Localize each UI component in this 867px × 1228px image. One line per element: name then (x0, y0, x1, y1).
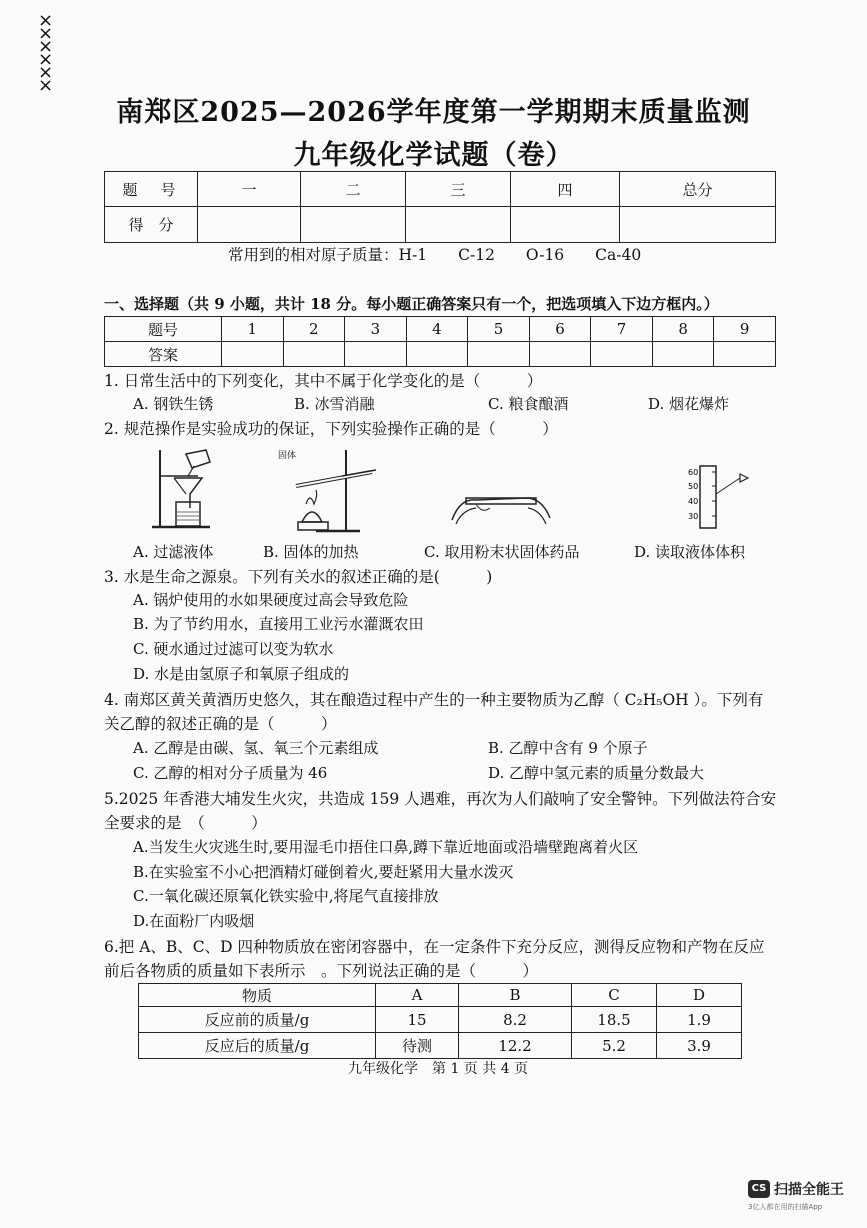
q1-option-a: A. 钢铁生锈 (133, 395, 214, 413)
answer-table-label: 题号 (105, 317, 222, 342)
answer-num: 2 (283, 317, 345, 342)
mass-table-cell: 反应后的质量/g (139, 1033, 376, 1059)
score-col: 四 (511, 172, 620, 207)
scanner-tagline: 3亿人都在用的扫描App (748, 1203, 823, 1211)
q1-option-b: B. 冰雪消融 (294, 395, 375, 413)
answer-table-label: 答案 (105, 342, 222, 367)
fig-b-label: 固体 (278, 451, 297, 461)
mass-table-cell: 8.2 (459, 1007, 572, 1033)
score-cell[interactable] (406, 207, 511, 243)
cyl-tick-30: 30 (688, 512, 699, 521)
powder-figure (446, 480, 556, 532)
q2-option-a: A. 过滤液体 (133, 543, 214, 561)
q4-option-c: C. 乙醇的相对分子质量为 46 (133, 764, 328, 782)
score-col: 二 (301, 172, 406, 207)
q6-stem-line1: 6.把 A、B、C、D 四种物质放在密闭容器中，在一定条件下充分反应，测得反应物和产物在反应 (104, 938, 765, 956)
cyl-tick-60: 60 (688, 468, 699, 477)
answer-num: 6 (529, 317, 591, 342)
mass-table-cell: 12.2 (459, 1033, 572, 1059)
q3-option-c: C. 硬水通过过滤可以变为软水 (133, 640, 334, 658)
score-table-header: 得 分 (105, 207, 198, 243)
answer-num: 8 (652, 317, 714, 342)
score-cell[interactable] (198, 207, 301, 243)
answer-cell[interactable] (652, 342, 714, 367)
exam-title: 南郑区2025—2026学年度第一学期期末质量监测 (116, 97, 751, 128)
cyl-tick-40: 40 (688, 497, 699, 506)
cylinder-figure (682, 464, 752, 530)
mass-table-header: A (376, 984, 459, 1007)
answer-cell[interactable] (468, 342, 530, 367)
filtration-figure (150, 446, 220, 532)
q4-option-a: A. 乙醇是由碳、氢、氧三个元素组成 (133, 739, 379, 757)
answer-cell[interactable] (406, 342, 468, 367)
scanner-watermark (748, 1179, 844, 1212)
q5-option-d: D.在面粉厂内吸烟 (133, 912, 255, 930)
answer-cell[interactable] (591, 342, 653, 367)
q1-stem: 1. 日常生活中的下列变化，其中不属于化学变化的是（ ） (104, 372, 543, 390)
answer-num: 9 (714, 317, 776, 342)
page-footer: 九年级化学 第 1 页 共 4 页 (348, 1061, 529, 1077)
q3-stem: 3. 水是生命之源泉。下列有关水的叙述正确的是( ) (104, 568, 493, 586)
answer-cell[interactable] (529, 342, 591, 367)
mass-table-header: C (572, 984, 657, 1007)
mass-table-cell: 反应前的质量/g (139, 1007, 376, 1033)
q3-option-d: D. 水是由氢原子和氧原子组成的 (133, 665, 350, 683)
q4-stem-line2: 关乙醇的叙述正确的是（ ） (104, 715, 337, 733)
q1-option-c: C. 粮食酿酒 (488, 395, 569, 413)
q4-option-d: D. 乙醇中氢元素的质量分数最大 (488, 764, 705, 782)
heating-figure (276, 446, 386, 536)
q1-option-d: D. 烟花爆炸 (648, 395, 730, 413)
q3-option-a: A. 锅炉使用的水如果硬度过高会导致危险 (133, 591, 409, 609)
mass-table-cell: 5.2 (572, 1033, 657, 1059)
binding-marks: ×××××× (38, 10, 54, 96)
q2-stem: 2. 规范操作是实验成功的保证，下列实验操作正确的是（ ） (104, 420, 558, 438)
mass-table-header: 物质 (139, 984, 376, 1007)
q2-option-d: D. 读取液体体积 (634, 543, 746, 561)
q5-stem-line1: 5.2025 年香港大埔发生火灾，共造成 159 人遇难，再次为人们敲响了安全警钟。下列做法符合安 (104, 790, 777, 808)
score-col: 总分 (620, 172, 776, 207)
answer-num: 5 (468, 317, 530, 342)
mass-table-cell: 待测 (376, 1033, 459, 1059)
mass-table-cell: 18.5 (572, 1007, 657, 1033)
score-cell[interactable] (301, 207, 406, 243)
q2-option-b: B. 固体的加热 (263, 543, 359, 561)
mass-table-cell: 15 (376, 1007, 459, 1033)
mass-table-cell: 3.9 (657, 1033, 742, 1059)
answer-cell[interactable] (222, 342, 284, 367)
score-table-header: 题 号 (105, 172, 198, 207)
score-cell[interactable] (511, 207, 620, 243)
q5-stem-line2: 全要求的是 （ ） (104, 814, 267, 832)
mass-table-header: B (459, 984, 572, 1007)
scanner-logo-icon: CS (748, 1180, 770, 1198)
score-table (104, 171, 776, 243)
answer-num: 1 (222, 317, 284, 342)
q5-option-c: C.一氧化碳还原氧化铁实验中,将尾气直接排放 (133, 887, 439, 905)
answer-cell[interactable] (283, 342, 345, 367)
section1-header: 一、选择题（共 9 小题，共计 18 分。每小题正确答案只有一个，把选项填入下边方框内。） (104, 295, 719, 313)
q5-option-b: B.在实验室不小心把酒精灯碰倒着火,要赶紧用大量水泼灭 (133, 863, 514, 881)
q5-option-a: A.当发生火灾逃生时,要用湿毛巾捂住口鼻,蹲下靠近地面或沿墙壁跑离着火区 (133, 838, 639, 856)
score-col: 三 (406, 172, 511, 207)
q6-stem-line2: 前后各物质的质量如下表所示 。下列说法正确的是（ ） (104, 962, 539, 980)
answer-cell[interactable] (714, 342, 776, 367)
atomic-mass-line: 常用到的相对原子质量：H-1 C-12 O-16 Ca-40 (228, 246, 642, 264)
mass-table-header: D (657, 984, 742, 1007)
mass-table (138, 983, 742, 1059)
scanner-name: 扫描全能王 (774, 1182, 844, 1198)
q4-stem-line1: 4. 南郑区黄关黄酒历史悠久，其在酿造过程中产生的一种主要物质为乙醇（ C₂H₅OH ）。下列有 (104, 691, 764, 709)
answer-table (104, 316, 776, 367)
q2-option-c: C. 取用粉末状固体药品 (424, 543, 580, 561)
score-cell[interactable] (620, 207, 776, 243)
q4-option-b: B. 乙醇中含有 9 个原子 (488, 739, 648, 757)
q3-option-b: B. 为了节约用水，直接用工业污水灌溉农田 (133, 615, 424, 633)
answer-num: 3 (345, 317, 407, 342)
answer-cell[interactable] (345, 342, 407, 367)
answer-num: 4 (406, 317, 468, 342)
exam-subtitle: 九年级化学试题（卷） (293, 140, 574, 171)
mass-table-cell: 1.9 (657, 1007, 742, 1033)
cyl-tick-50: 50 (688, 482, 699, 491)
answer-num: 7 (591, 317, 653, 342)
score-col: 一 (198, 172, 301, 207)
